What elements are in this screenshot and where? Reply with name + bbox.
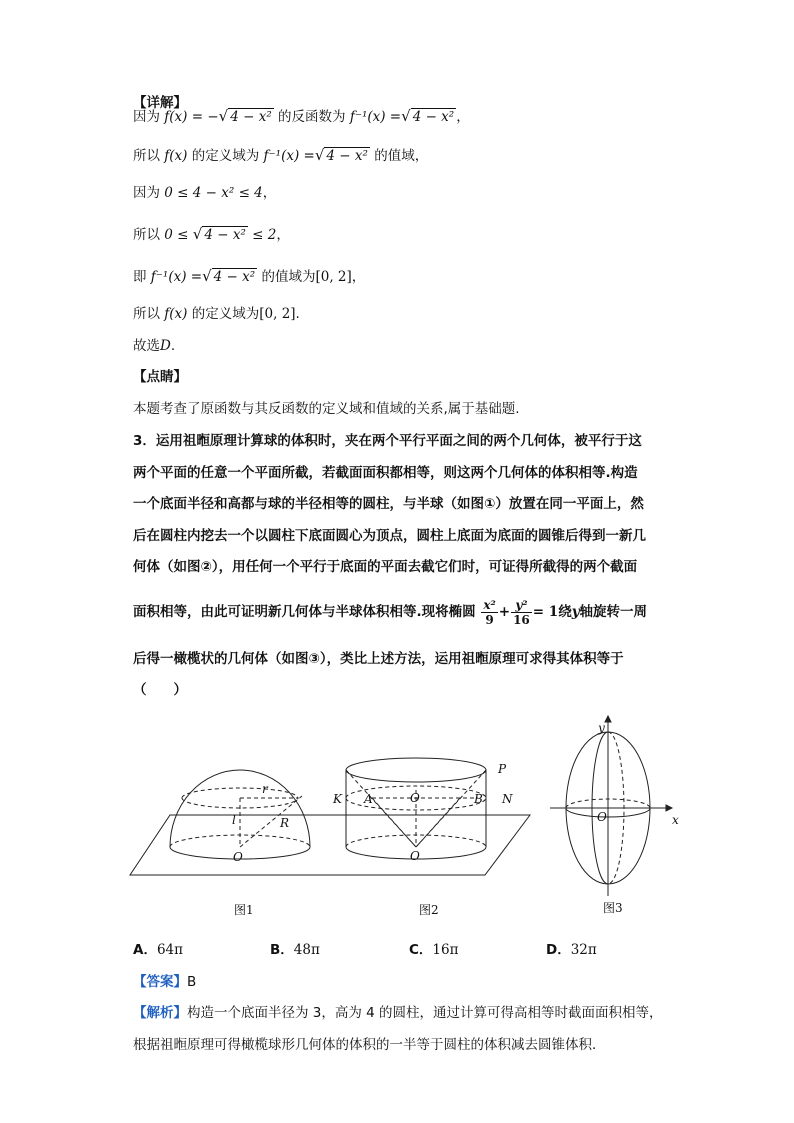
option-c: C．16π	[409, 942, 459, 958]
figure-3-ellipsoid	[550, 716, 672, 896]
label-N: N	[502, 792, 513, 806]
fx-2: f(x)	[164, 306, 188, 322]
finv-equation-2: f⁻¹(x) =	[263, 148, 315, 164]
interval-2: [0, 2]	[259, 306, 296, 322]
step-3: 因为 0 ≤ 4 − x² ≤ 4，	[133, 185, 277, 201]
label-A: A	[364, 792, 373, 806]
radicand-2: 4 − x²	[412, 109, 455, 125]
label-R: R	[280, 816, 290, 830]
question-line-2: 两个平面的任意一个平面所截，若截面面积都相等，则这两个几何体的体积相等.构造	[133, 465, 638, 481]
analysis-line-1: 【解析】构造一个底面半径为 3，高为 4 的圆柱，通过计算可得高相等时截面面积相等，	[133, 1005, 663, 1021]
inequality-2-left: 0 ≤	[164, 227, 189, 243]
comment-header: 【点睛】	[133, 369, 187, 385]
label-P: P	[498, 762, 507, 776]
step-1-mid: 的反函数为	[278, 109, 346, 125]
option-b: B．48π	[270, 942, 320, 958]
analysis-line-2: 根据祖暅原理可得橄榄球形几何体的体积的一半等于圆柱的体积减去圆锥体积．	[133, 1037, 606, 1053]
fraction-x: $\frac{\text{x²}}{9}$	[483, 597, 496, 627]
label-O-fig3: O	[597, 810, 607, 824]
radicand-1: 4 − x²	[230, 109, 272, 125]
radicand-4: 4 − x²	[204, 227, 246, 243]
base-plane	[130, 815, 530, 875]
label-r: r	[262, 782, 268, 796]
step-4: 所以 0 ≤ √ 4 − x² ≤ 2，	[133, 225, 290, 243]
interval-1: [0, 2]	[315, 269, 352, 285]
question-line-6: 面积相等，由此可证明新几何体与半球体积相等.现将椭圆 $\frac{\text{x²}}{9}$ + $\frac{\text{y²}}{16}$ = 1绕y轴旋转一周	[133, 597, 648, 627]
f-equation: f(x) = −	[164, 109, 219, 125]
inequality-2-right: ≤ 2	[252, 227, 277, 243]
label-y: y	[598, 721, 605, 735]
question-line-5: 何体（如图②），用任何一个平行于底面的平面去截它们时，可证得所截得的两个截面	[133, 559, 638, 575]
radicand-5: 4 − x²	[213, 269, 256, 285]
label-B: B	[474, 792, 483, 806]
caption-fig1: 图1	[234, 903, 254, 917]
option-d: D．32π	[546, 942, 597, 958]
step-1-pre: 因为	[133, 109, 160, 125]
step-5: 即 f⁻¹(x) =√ 4 − x² 的值域为[0, 2]，	[133, 267, 366, 285]
label-x: x	[672, 813, 679, 827]
comment-text: 本题考查了原函数与其反函数的定义域和值域的关系,属于基础题.	[133, 401, 520, 417]
analysis-label: 【解析】	[133, 1005, 187, 1021]
detail-header: 【详解】	[133, 95, 187, 111]
caption-fig3: 图3	[603, 901, 623, 915]
question-line-3: 一个底面半径和高都与球的半径相等的圆柱，与半球（如图①）放置在同一平面上，然	[133, 496, 644, 512]
question-line-1: 3．运用祖暅原理计算球的体积时，夹在两个平行平面之间的两个几何体，被平行于这	[133, 433, 642, 449]
step-1: 因为 f(x) = −√ 4 − x² 的反函数为 f⁻¹(x) =√ 4 − x² ，	[133, 107, 470, 125]
step-6: 所以 f(x) 的定义域为[0, 2].	[133, 306, 300, 322]
inequality-1: 0 ≤ 4 − x² ≤ 4	[164, 185, 263, 201]
option-a: A．64π	[133, 942, 184, 958]
answer-line	[133, 972, 196, 992]
label-O-top: O	[410, 791, 420, 805]
step-7: 故选D.	[133, 338, 176, 354]
answer-value: B	[187, 974, 197, 990]
label-O-fig1: O	[233, 850, 243, 864]
finv-equation-3: f⁻¹(x) =	[150, 269, 203, 285]
figures	[0, 700, 794, 940]
step-2: 所以 f(x) 的定义域为 f⁻¹(x) =√ 4 − x² 的值域，	[133, 146, 429, 164]
label-O-fig2: O	[410, 849, 420, 863]
chosen-option: D	[160, 338, 171, 354]
answer-label: 【答案】	[133, 974, 187, 990]
finv-equation-1: f⁻¹(x) =	[349, 109, 402, 125]
figure-2-cylinder	[346, 758, 486, 859]
caption-fig2: 图2	[419, 903, 439, 917]
label-K: K	[333, 792, 342, 806]
label-l: l	[232, 813, 236, 827]
fx-1: f(x)	[164, 148, 188, 164]
question-line-8: （ ）	[133, 682, 187, 698]
question-line-7: 后得一橄榄状的几何体（如图③），类比上述方法，运用祖暅原理可求得其体积等于	[133, 651, 624, 667]
question-line-4: 后在圆柱内挖去一个以圆柱下底面圆心为顶点，圆柱上底面为底面的圆锥后得到一新几	[133, 528, 646, 544]
radicand-3: 4 − x²	[326, 148, 368, 164]
fraction-y: $\frac{\text{y²}}{16}$	[513, 597, 530, 627]
